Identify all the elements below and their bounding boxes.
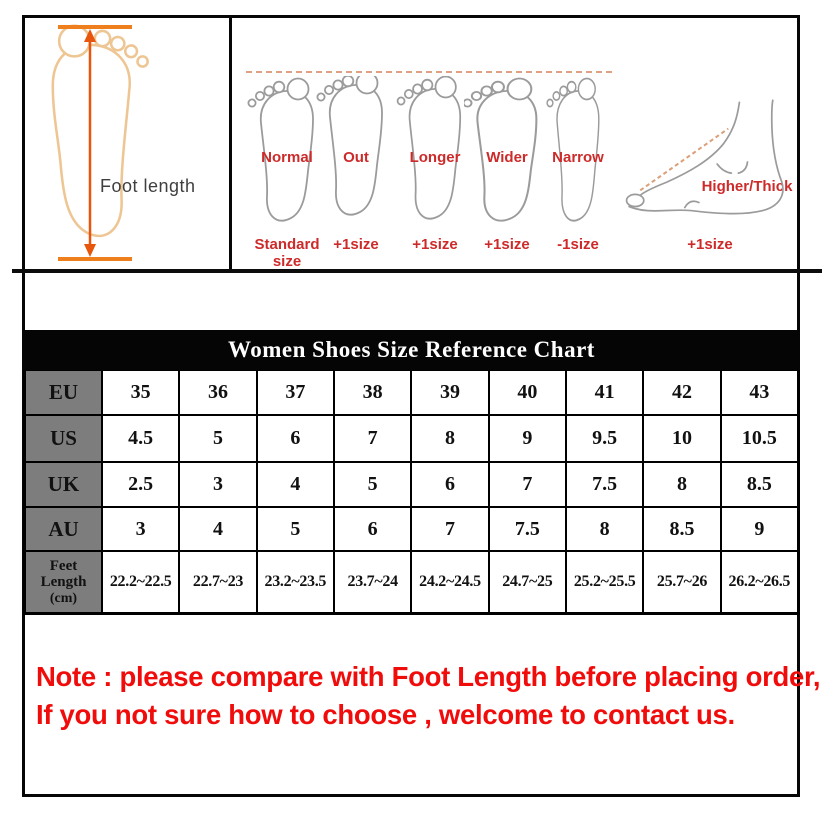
- size-value-cell: 7: [411, 507, 488, 551]
- size-value-cell: 8.5: [721, 462, 798, 507]
- note-line-1: Note : please compare with Foot Length before placing order,: [36, 661, 821, 692]
- size-value-cell: 9: [489, 415, 566, 462]
- foot-type-label: Higher/Thick: [701, 178, 793, 195]
- foot-type-label: Out: [343, 149, 369, 166]
- side-foot-profile-diagram: [620, 98, 792, 224]
- foot-length-caption: Foot length: [100, 176, 196, 196]
- size-advice-label: +1size: [412, 236, 458, 253]
- foot-type-label: Longer: [409, 149, 461, 166]
- size-chart-title: Women Shoes Size Reference Chart: [228, 337, 595, 362]
- size-advice-label: +1size: [484, 236, 530, 253]
- size-value-cell: 7.5: [489, 507, 566, 551]
- size-value-cell: 41: [566, 370, 643, 415]
- size-advice-label: +1size: [333, 236, 379, 253]
- size-value-cell: 10.5: [721, 415, 798, 462]
- size-value-cell: 3: [179, 462, 256, 507]
- foot-length-arrow: [48, 22, 148, 266]
- size-value-cell: 9: [721, 507, 798, 551]
- size-value-cell: 4.5: [102, 415, 179, 462]
- foot-type-label: Narrow: [552, 149, 604, 166]
- size-advice-label: +1size: [687, 236, 733, 253]
- size-value-cell: 39: [411, 370, 488, 415]
- size-value-cell: 42: [643, 370, 720, 415]
- foot-type-label: Normal: [261, 149, 313, 166]
- size-value-cell: 35: [102, 370, 179, 415]
- size-value-cell: 5: [179, 415, 256, 462]
- size-value-cell: 37: [257, 370, 334, 415]
- section-divider-line: [12, 269, 822, 273]
- size-value-cell: 10: [643, 415, 720, 462]
- row-header-cell: Feet Length (cm): [25, 551, 102, 613]
- size-value-cell: 7.5: [566, 462, 643, 507]
- size-value-cell: 7: [334, 415, 411, 462]
- size-value-cell: 23.7~24: [334, 551, 411, 613]
- size-value-cell: 22.2~22.5: [102, 551, 179, 613]
- toe-alignment-dashed-line: [246, 71, 612, 73]
- size-chart-title-bar: [23, 330, 800, 370]
- row-header-cell: EU: [25, 370, 102, 415]
- size-value-cell: 24.7~25: [489, 551, 566, 613]
- size-value-cell: 25.7~26: [643, 551, 720, 613]
- size-value-cell: 8.5: [643, 507, 720, 551]
- size-value-cell: 8: [411, 415, 488, 462]
- size-value-cell: 36: [179, 370, 256, 415]
- size-value-cell: 6: [411, 462, 488, 507]
- note-line-2: If you not sure how to choose , welcome to contact us.: [36, 699, 735, 730]
- size-value-cell: 3: [102, 507, 179, 551]
- size-chart-grid: [23, 370, 800, 615]
- size-value-cell: 9.5: [566, 415, 643, 462]
- row-header-cell: AU: [25, 507, 102, 551]
- size-value-cell: 4: [179, 507, 256, 551]
- size-value-cell: 24.2~24.5: [411, 551, 488, 613]
- size-value-cell: 5: [334, 462, 411, 507]
- size-value-cell: 8: [566, 507, 643, 551]
- size-value-cell: 43: [721, 370, 798, 415]
- size-value-cell: 22.7~23: [179, 551, 256, 613]
- size-advice-label: -1size: [557, 236, 599, 253]
- row-header-cell: US: [25, 415, 102, 462]
- size-value-cell: 4: [257, 462, 334, 507]
- size-value-cell: 7: [489, 462, 566, 507]
- size-value-cell: 38: [334, 370, 411, 415]
- size-value-cell: 8: [643, 462, 720, 507]
- size-value-cell: 26.2~26.5: [721, 551, 798, 613]
- size-value-cell: 23.2~23.5: [257, 551, 334, 613]
- size-chart-table: [23, 330, 800, 615]
- size-value-cell: 5: [257, 507, 334, 551]
- size-value-cell: 6: [257, 415, 334, 462]
- size-value-cell: 6: [334, 507, 411, 551]
- order-note: [36, 658, 820, 734]
- size-value-cell: 25.2~25.5: [566, 551, 643, 613]
- row-header-cell: UK: [25, 462, 102, 507]
- panel-divider-line: [229, 15, 232, 272]
- size-value-cell: 2.5: [102, 462, 179, 507]
- foot-type-label: Wider: [486, 149, 528, 166]
- size-advice-label: Standard size: [254, 236, 320, 270]
- size-value-cell: 40: [489, 370, 566, 415]
